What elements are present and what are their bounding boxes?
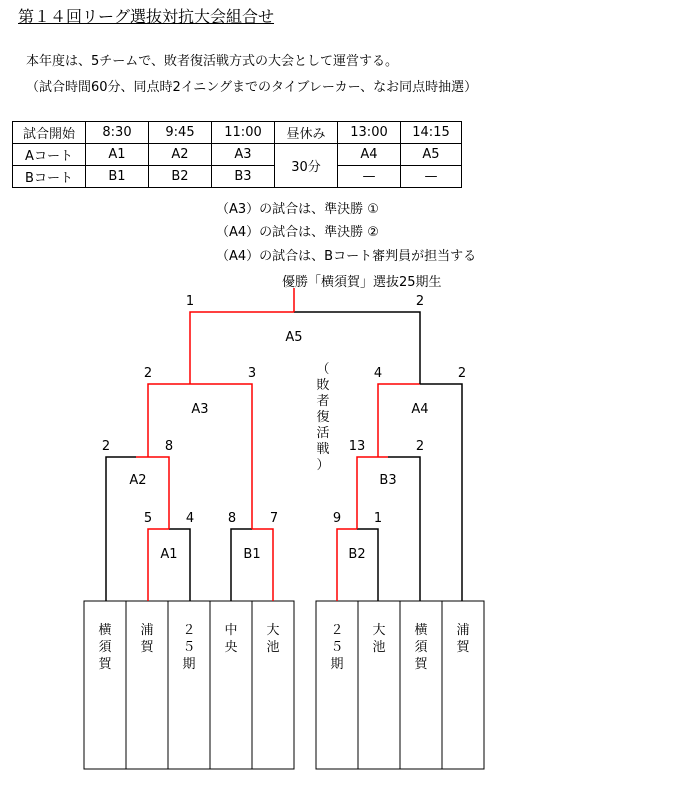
vertical-char: 復 <box>316 410 330 425</box>
vertical-char: 池 <box>372 640 386 655</box>
score: 2 <box>457 366 467 381</box>
annotation-a4-referee: （A4）の試合は、Bコート審判員が担当する <box>216 249 477 264</box>
header-cell: 9:45 <box>149 122 212 144</box>
vertical-char: 大 <box>266 623 280 638</box>
score: 13 <box>348 439 366 454</box>
match-cell: A1 <box>86 144 149 166</box>
team-name <box>223 622 239 656</box>
header-cell: 試合開始 <box>13 122 86 144</box>
score: 1 <box>373 511 383 526</box>
a5-winner-path <box>190 312 294 384</box>
score: 1 <box>185 294 195 309</box>
vertical-char: 池 <box>266 640 280 655</box>
vertical-char: 浦 <box>456 623 470 638</box>
score: 9 <box>332 511 342 526</box>
page-title: 第１４回リーグ選抜対抗大会組合せ <box>18 7 275 26</box>
score: 7 <box>269 511 279 526</box>
match-label-b3: B3 <box>379 473 397 488</box>
team-name <box>139 622 155 656</box>
vertical-char: 大 <box>372 623 386 638</box>
vertical-char: 浦 <box>140 623 154 638</box>
match-cell: — <box>338 166 401 188</box>
repechage-label <box>315 362 331 474</box>
header-cell: 11:00 <box>212 122 275 144</box>
match-cell: A5 <box>401 144 462 166</box>
match-cell: A4 <box>338 144 401 166</box>
vertical-char: 活 <box>316 426 330 441</box>
header-cell: 昼休み <box>275 122 338 144</box>
score: 2 <box>101 439 111 454</box>
score: 4 <box>185 511 195 526</box>
annotation-a4: （A4）の試合は、準決勝 ② <box>216 225 379 240</box>
vertical-char: 者 <box>316 394 330 409</box>
match-label-b1: B1 <box>243 547 261 562</box>
match-cell: A2 <box>149 144 212 166</box>
team-name <box>413 622 429 673</box>
b2-loser-path <box>357 529 378 601</box>
match-label-a4: A4 <box>411 402 429 417</box>
team-name <box>455 622 471 656</box>
vertical-char: 央 <box>224 640 238 655</box>
champion-label: 優勝「横須賀」選抜25期生 <box>282 275 442 290</box>
match-cell: B2 <box>149 166 212 188</box>
a2-winner-path <box>136 457 169 529</box>
score: 2 <box>415 439 425 454</box>
header-cell: 13:00 <box>338 122 401 144</box>
header-cell: 14:15 <box>401 122 462 144</box>
a3-winner-path <box>148 384 200 457</box>
b1-loser-path <box>231 529 252 601</box>
header-cell: 8:30 <box>86 122 149 144</box>
vertical-char: ５ <box>182 640 196 655</box>
vertical-char: 賀 <box>414 657 428 672</box>
vertical-char: 横 <box>414 623 428 638</box>
score: 2 <box>415 294 425 309</box>
match-label-a3: A3 <box>191 402 209 417</box>
score: 5 <box>143 511 153 526</box>
vertical-char: 須 <box>414 640 428 655</box>
score: 3 <box>247 366 257 381</box>
match-cell: B1 <box>86 166 149 188</box>
annotation-a3: （A3）の試合は、準決勝 ① <box>216 202 379 217</box>
team-name <box>329 622 345 673</box>
vertical-char: （ <box>316 362 330 377</box>
a5-loser-path <box>294 312 420 384</box>
vertical-char: 戦 <box>316 442 330 457</box>
court-name: Bコート <box>13 166 86 188</box>
match-cell: — <box>401 166 462 188</box>
match-cell: B3 <box>212 166 275 188</box>
court-name: Aコート <box>13 144 86 166</box>
vertical-char: 賀 <box>140 640 154 655</box>
match-label-a2: A2 <box>129 473 147 488</box>
vertical-char: 敗 <box>316 378 330 393</box>
score: 8 <box>227 511 237 526</box>
vertical-char: 賀 <box>98 657 112 672</box>
vertical-char: ） <box>316 458 330 473</box>
vertical-char: 期 <box>182 657 196 672</box>
score: 8 <box>164 439 174 454</box>
vertical-char: ５ <box>330 640 344 655</box>
b3-winner-path <box>357 457 388 529</box>
match-label-a1: A1 <box>160 547 178 562</box>
b1-winner-path <box>252 529 273 601</box>
team-name <box>97 622 113 673</box>
a4-winner-path <box>378 384 420 457</box>
vertical-char: 中 <box>224 623 238 638</box>
b2-winner-path <box>337 529 357 601</box>
score: 2 <box>143 366 153 381</box>
lunch-cell: 30分 <box>275 144 338 188</box>
intro-note: 本年度は、5チームで、敗者復活戦方式の大会として運営する。 <box>26 54 399 69</box>
vertical-char: 横 <box>98 623 112 638</box>
vertical-char: 賀 <box>456 640 470 655</box>
vertical-char: 期 <box>330 657 344 672</box>
vertical-char: ２ <box>330 623 344 638</box>
score: 4 <box>373 366 383 381</box>
rules-note: （試合時間60分、同点時2イニングまでのタイブレーカー、なお同点時抽選） <box>26 80 478 95</box>
match-label-a5: A5 <box>285 330 303 345</box>
team-name <box>371 622 387 656</box>
vertical-char: ２ <box>182 623 196 638</box>
vertical-char: 須 <box>98 640 112 655</box>
team-name <box>181 622 197 673</box>
a1-loser-path <box>169 529 190 601</box>
a1-winner-path <box>148 529 169 601</box>
match-cell: A3 <box>212 144 275 166</box>
team-name <box>265 622 281 656</box>
match-label-b2: B2 <box>348 547 366 562</box>
